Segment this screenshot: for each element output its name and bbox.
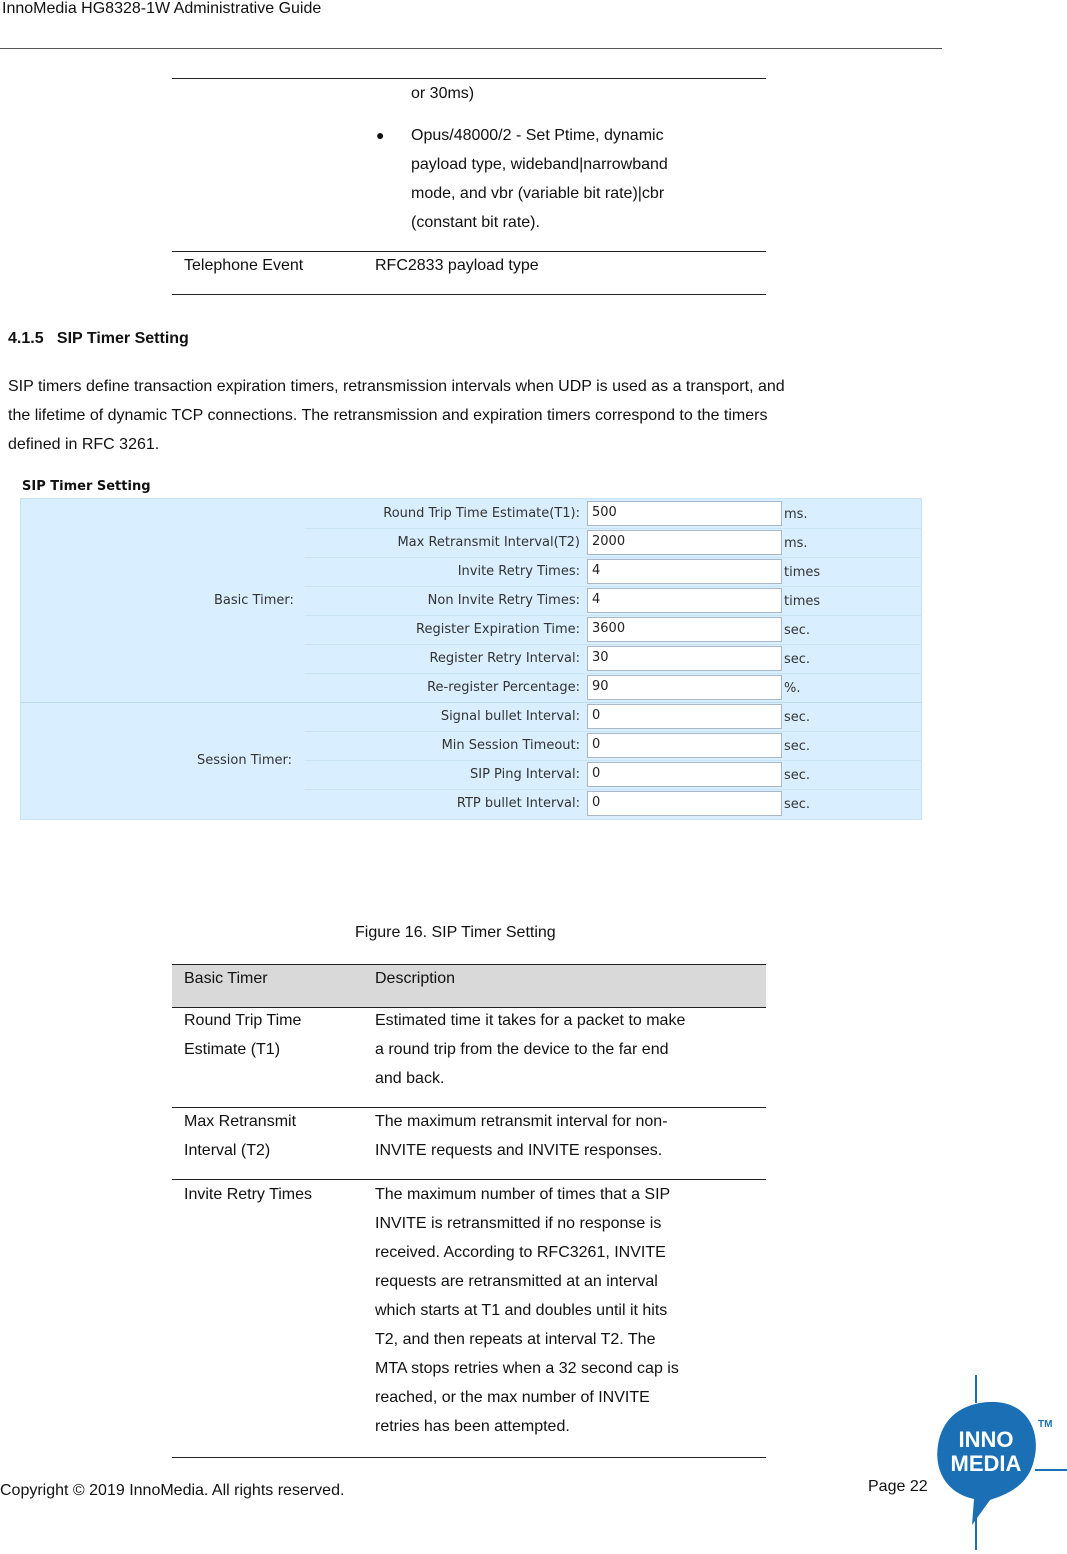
timer-unit: ms. bbox=[784, 536, 808, 551]
logo-text-line2: MEDIA bbox=[950, 1451, 1022, 1476]
timer-row-label: Invite Retry Times: bbox=[457, 564, 580, 579]
group-divider bbox=[20, 702, 922, 703]
codec-bullet-line: payload type, wideband|narrowband bbox=[411, 156, 668, 173]
row-desc-line: a round trip from the device to the far end bbox=[375, 1041, 669, 1058]
timer-unit: sec. bbox=[784, 652, 811, 667]
row-name-line: Max Retransmit bbox=[184, 1113, 297, 1130]
row-description bbox=[375, 1006, 685, 1093]
timer-value-input[interactable]: 4 bbox=[587, 588, 782, 613]
section-paragraph bbox=[8, 372, 938, 459]
timer-value-input[interactable]: 0 bbox=[587, 733, 782, 758]
timer-row-label: Round Trip Time Estimate(T1): bbox=[383, 506, 580, 521]
bullet-icon: ● bbox=[376, 127, 385, 143]
panel-title: SIP Timer Setting bbox=[22, 479, 151, 494]
timer-unit: %. bbox=[784, 681, 801, 696]
row-description bbox=[375, 1180, 679, 1441]
timer-row-label: Max Retransmit Interval(T2) bbox=[397, 535, 580, 550]
codec-cont-text: or 30ms) bbox=[411, 85, 475, 102]
row-name-line: Round Trip Time bbox=[184, 1012, 302, 1029]
basic-timer-group-label: Basic Timer: bbox=[214, 593, 294, 608]
section-heading: 4.1.5 SIP Timer Setting bbox=[8, 330, 189, 347]
table-bottom-rule bbox=[172, 294, 766, 295]
innomedia-logo bbox=[930, 1375, 1067, 1554]
row-name bbox=[184, 1180, 312, 1209]
paragraph-line: SIP timers define transaction expiration timers, retransmission intervals when UDP is used as a transport, and bbox=[8, 378, 785, 395]
document-header-title: InnoMedia HG8328-1W Administrative Guide bbox=[2, 0, 322, 17]
timer-unit: sec. bbox=[784, 768, 811, 783]
row-name-line: Interval (T2) bbox=[184, 1142, 271, 1159]
timer-unit: sec. bbox=[784, 797, 811, 812]
codec-bullet-line: mode, and vbr (variable bit rate)|cbr bbox=[411, 185, 665, 202]
row-desc-line: INVITE requests and INVITE responses. bbox=[375, 1142, 663, 1159]
row-desc-line: which starts at T1 and doubles until it hits bbox=[375, 1302, 668, 1319]
row-desc-line: MTA stops retries when a 32 second cap is bbox=[375, 1360, 679, 1377]
timer-unit: sec. bbox=[784, 623, 811, 638]
codec-bullet-line: (constant bit rate). bbox=[411, 214, 540, 231]
timer-value-input[interactable]: 4 bbox=[587, 559, 782, 584]
timer-value-input[interactable]: 90 bbox=[587, 675, 782, 700]
row-separator bbox=[305, 528, 922, 529]
timer-value-input[interactable]: 0 bbox=[587, 762, 782, 787]
row-separator bbox=[305, 731, 922, 732]
timer-row-label: Non Invite Retry Times: bbox=[427, 593, 580, 608]
timer-unit: times bbox=[784, 594, 821, 609]
telephone-event-value: RFC2833 payload type bbox=[375, 257, 539, 274]
row-desc-line: requests are retransmitted at an interval bbox=[375, 1273, 658, 1290]
timer-value-input[interactable]: 0 bbox=[587, 791, 782, 816]
table-bottom-rule bbox=[172, 1457, 766, 1458]
row-separator bbox=[305, 557, 922, 558]
timer-row-label: RTP bullet Interval: bbox=[456, 796, 580, 811]
timer-row-label: Signal bullet Interval: bbox=[440, 709, 580, 724]
logo-text-line1: INNO bbox=[958, 1427, 1014, 1452]
row-desc-line: and back. bbox=[375, 1070, 445, 1087]
row-desc-line: reached, or the max number of INVITE bbox=[375, 1389, 650, 1406]
timer-value-input[interactable]: 30 bbox=[587, 646, 782, 671]
timer-value-input[interactable]: 0 bbox=[587, 704, 782, 729]
row-desc-line: Estimated time it takes for a packet to make bbox=[375, 1012, 686, 1029]
timer-value-input[interactable]: 500 bbox=[587, 501, 782, 526]
timer-unit: ms. bbox=[784, 507, 808, 522]
row-desc-line: received. According to RFC3261, INVITE bbox=[375, 1244, 666, 1261]
timer-row-label: Register Expiration Time: bbox=[416, 622, 580, 637]
row-separator bbox=[305, 760, 922, 761]
row-desc-line: INVITE is retransmitted if no response is bbox=[375, 1215, 662, 1232]
session-timer-group-label: Session Timer: bbox=[197, 753, 293, 768]
timer-value-input[interactable]: 3600 bbox=[587, 617, 782, 642]
timer-row-label: SIP Ping Interval: bbox=[469, 767, 580, 782]
page-number: Page 22 bbox=[868, 1478, 928, 1495]
figure-caption: Figure 16. SIP Timer Setting bbox=[355, 924, 556, 941]
header-rule bbox=[0, 48, 942, 49]
row-name bbox=[184, 1107, 296, 1165]
footer-copyright: Copyright © 2019 InnoMedia. All rights reserved. bbox=[0, 1482, 345, 1499]
timer-value-input[interactable]: 2000 bbox=[587, 530, 782, 555]
timer-unit: sec. bbox=[784, 710, 811, 725]
row-description bbox=[375, 1107, 668, 1165]
timer-unit: sec. bbox=[784, 739, 811, 754]
timer-row-label: Register Retry Interval: bbox=[429, 651, 580, 666]
row-desc-line: T2, and then repeats at interval T2. The bbox=[375, 1331, 656, 1348]
timer-row-label: Re-register Percentage: bbox=[427, 680, 580, 695]
row-desc-line: The maximum number of times that a SIP bbox=[375, 1186, 671, 1203]
row-name-line: Invite Retry Times bbox=[184, 1186, 313, 1203]
row-separator bbox=[305, 586, 922, 587]
paragraph-line: the lifetime of dynamic TCP connections. The retransmission and expiration timers correspond to the timers bbox=[8, 407, 768, 424]
timer-unit: times bbox=[784, 565, 821, 580]
timer-row-label: Min Session Timeout: bbox=[441, 738, 580, 753]
table-header-basic-timer: Basic Timer bbox=[184, 970, 268, 987]
row-desc-line: The maximum retransmit interval for non- bbox=[375, 1113, 668, 1130]
telephone-event-label: Telephone Event bbox=[184, 257, 304, 274]
row-name bbox=[184, 1006, 301, 1064]
paragraph-line: defined in RFC 3261. bbox=[8, 436, 160, 453]
codec-bullet-line: Opus/48000/2 - Set Ptime, dynamic bbox=[411, 127, 664, 144]
row-separator bbox=[305, 644, 922, 645]
row-separator bbox=[305, 673, 922, 674]
table-header-description: Description bbox=[375, 970, 456, 987]
logo-tm: TM bbox=[1038, 1419, 1053, 1430]
row-separator bbox=[305, 789, 922, 790]
row-separator bbox=[305, 615, 922, 616]
row-name-line: Estimate (T1) bbox=[184, 1041, 281, 1058]
row-desc-line: retries has been attempted. bbox=[375, 1418, 570, 1435]
